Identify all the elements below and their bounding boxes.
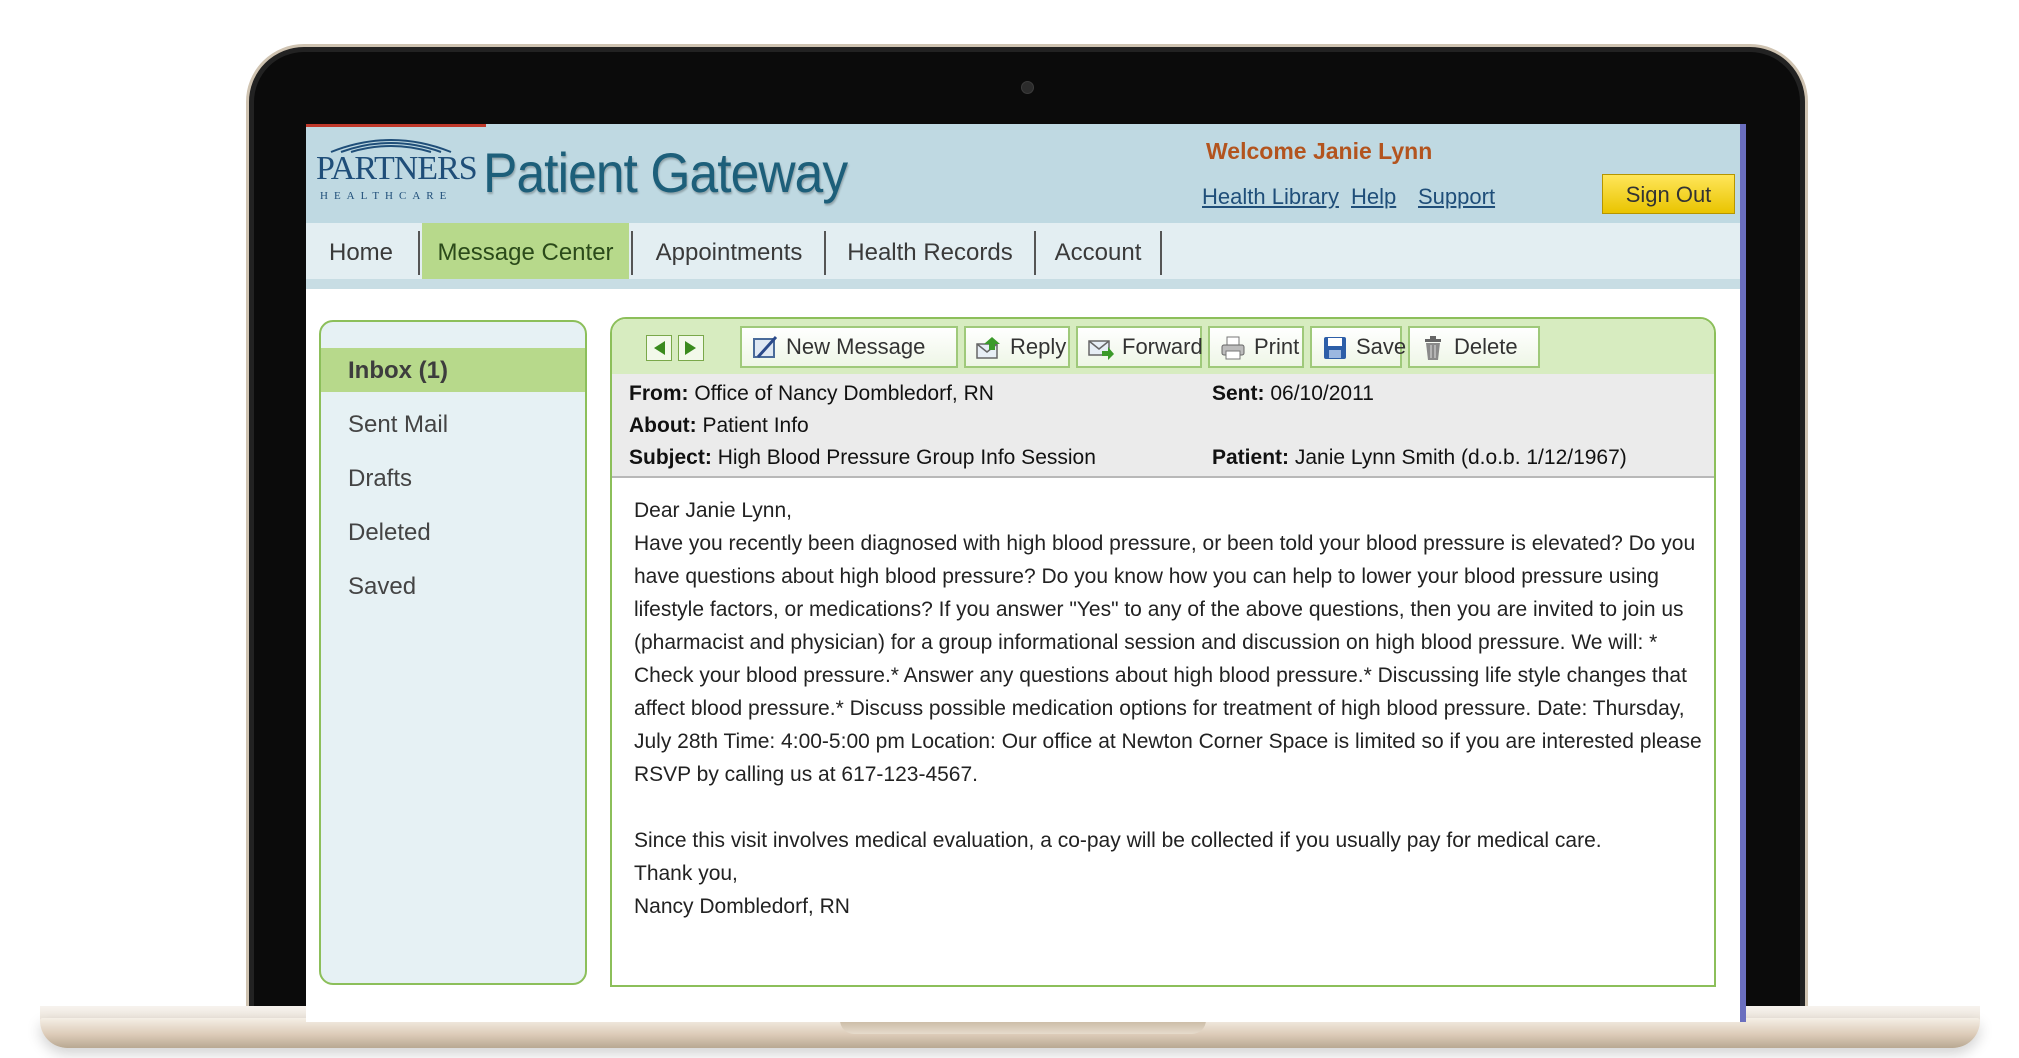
about-value: Patient Info (702, 414, 809, 437)
save-button[interactable] (1310, 326, 1407, 368)
next-message-button[interactable] (678, 335, 704, 361)
about-label: About: (629, 414, 697, 437)
patient-field (1212, 446, 1627, 470)
message-panel (610, 317, 1716, 987)
subject-field (629, 446, 1096, 470)
nav-divider (1034, 231, 1036, 275)
message-header (612, 374, 1714, 478)
header-accent (306, 124, 486, 127)
print-label: Print (1254, 334, 1300, 359)
about-field (629, 414, 809, 438)
logo-text: PARTNERS (316, 150, 477, 187)
scroll-edge (1740, 124, 1746, 1022)
greeting: Dear Janie Lynn, (634, 499, 792, 522)
new-message-label: New Message (786, 334, 926, 359)
save-label: Save (1356, 334, 1407, 359)
previous-message-button[interactable] (646, 335, 672, 361)
tab-message-center[interactable]: Message Center (422, 223, 629, 279)
app-title: Patient Gateway (483, 141, 848, 204)
forward-button[interactable] (1076, 326, 1202, 368)
webcam (1021, 81, 1034, 94)
tab-appointments[interactable]: Appointments (655, 239, 803, 266)
subject-value: High Blood Pressure Group Info Session (717, 446, 1096, 469)
patient-value: Janie Lynn Smith (d.o.b. 1/12/1967) (1294, 446, 1627, 469)
tab-home[interactable]: Home (328, 239, 394, 266)
mailbox-sidebar (319, 320, 587, 985)
reply-label: Reply (1010, 334, 1067, 359)
delete-button[interactable] (1408, 326, 1540, 368)
signature: Nancy Dombledorf, RN (634, 895, 850, 918)
delete-label: Delete (1454, 334, 1518, 359)
reply-icon (976, 335, 1002, 361)
sidebar-item-drafts[interactable]: Drafts (348, 465, 413, 492)
partners-logo[interactable] (316, 132, 477, 207)
sidebar-item-deleted[interactable]: Deleted (348, 519, 431, 546)
support-link[interactable]: Support (1418, 184, 1496, 209)
sidebar-item-saved[interactable]: Saved (348, 573, 417, 600)
sidebar-item-sent-mail[interactable]: Sent Mail (348, 411, 449, 438)
patient-label: Patient: (1212, 446, 1290, 469)
help-link[interactable]: Help (1351, 184, 1397, 209)
nav-divider (631, 231, 633, 275)
app-header (306, 124, 1746, 223)
sidebar-item-inbox[interactable]: Inbox (1) (321, 348, 585, 392)
sent-label: Sent: (1212, 382, 1265, 405)
tab-account[interactable]: Account (1054, 239, 1142, 266)
body-paragraph: Since this visit involves medical evaluation, a co-pay will be collected if you usually pay for medical care. (634, 829, 1602, 852)
laptop-notch (840, 1020, 1206, 1034)
floppy-disk-icon (1322, 335, 1348, 361)
body-paragraph: Have you recently been diagnosed with high blood pressure, or been told your blood pressure is elevated? Do you have questions about high blood pressure? Do you know how you can help to lower your blood pressure using lifestyle factors, or medications? If you answer "Yes" to any of the above questions, then you are invited to join us (pharmacist and physician) for a group informational session and discussion on high blood pressure. We will: * Check your blood pressure.* Answer any questions about high blood pressure.* Discussing life style changes that affect blood pressure.* Discuss possible medication options for treatment of high blood pressure. Date: Thursday, July 28th Time: 4:00-5:00 pm Location: Our office at Newton Corner Space is limited so if you are interested please RSVP by calling us at 617-123-4567. (634, 532, 1702, 786)
closing: Thank you, (634, 862, 738, 885)
sent-field (1212, 382, 1374, 406)
from-value: Office of Nancy Dombledorf, RN (694, 382, 994, 405)
tab-health-records[interactable]: Health Records (847, 239, 1013, 266)
main-nav (306, 223, 1746, 289)
forward-icon (1088, 335, 1114, 361)
screen (306, 124, 1746, 1022)
new-message-button[interactable] (740, 326, 958, 368)
forward-label: Forward (1122, 334, 1203, 359)
arrow-left-icon (652, 340, 666, 356)
from-field (629, 382, 994, 406)
nav-divider (1160, 231, 1162, 275)
compose-icon (752, 335, 778, 361)
nav-divider (418, 231, 420, 275)
welcome-text: Welcome Janie Lynn (1206, 138, 1433, 164)
print-button[interactable] (1208, 326, 1304, 368)
paragraph-gap (634, 791, 1704, 824)
printer-icon (1220, 335, 1246, 361)
message-toolbar (612, 319, 1714, 374)
health-library-link[interactable]: Health Library (1202, 184, 1339, 209)
nav-divider (824, 231, 826, 275)
subject-label: Subject: (629, 446, 712, 469)
sent-value: 06/10/2011 (1270, 382, 1374, 405)
trash-icon (1420, 335, 1446, 361)
sign-out-button[interactable]: Sign Out (1602, 174, 1735, 214)
from-label: From: (629, 382, 689, 405)
reply-button[interactable] (964, 326, 1070, 368)
arrow-right-icon (684, 340, 698, 356)
logo-subtext: HEALTHCARE (320, 190, 453, 202)
message-body (634, 494, 1704, 923)
